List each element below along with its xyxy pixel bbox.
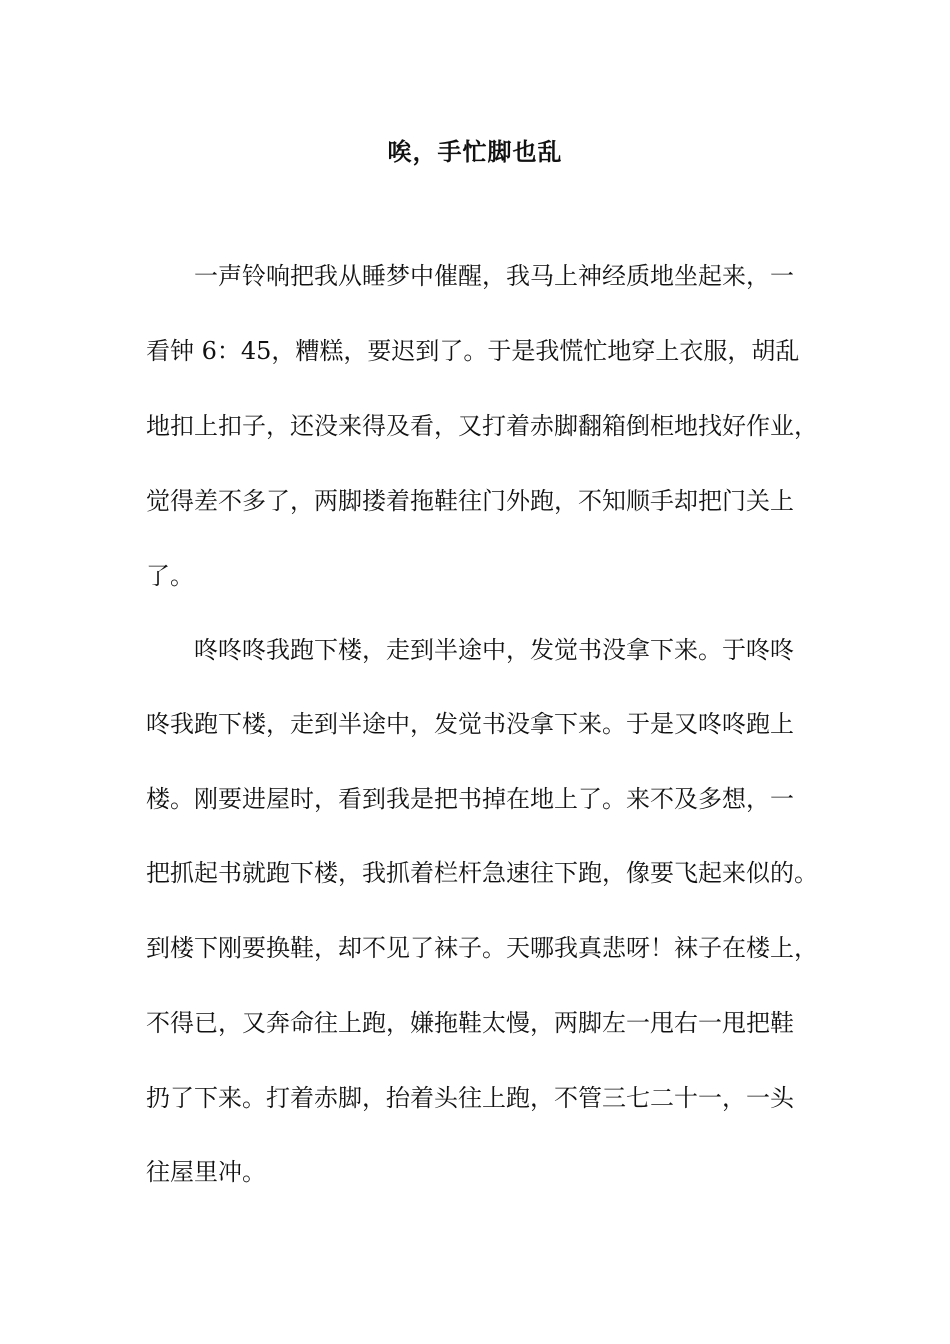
text-line: 看钟 6：45，糟糕，要迟到了。于是我慌忙地穿上衣服，胡乱 [146, 337, 800, 365]
text-line: 一声铃响把我从睡梦中催醒，我马上神经质地坐起来，一 [146, 262, 794, 290]
text-line: 了。 [146, 562, 194, 590]
text-line: 扔了下来。打着赤脚，抬着头往上跑，不管三七二十一，一头 [146, 1084, 794, 1112]
text-line: 不得已，又奔命往上跑，嫌拖鞋太慢，两脚左一甩右一甩把鞋 [146, 1009, 794, 1037]
text-line: 把抓起书就跑下楼，我抓着栏杆急速往下跑，像要飞起来似的。 [146, 859, 818, 887]
text-line: 到楼下刚要换鞋，却不见了袜子。天哪我真悲呀！袜子在楼上， [146, 934, 818, 962]
text-line: 觉得差不多了，两脚搂着拖鞋往门外跑，不知顺手却把门关上 [146, 487, 794, 515]
document-title: 唉，手忙脚也乱 [387, 138, 563, 166]
text-line: 咚我跑下楼，走到半途中，发觉书没拿下来。于是又咚咚跑上 [146, 710, 794, 738]
text-line: 楼。刚要进屋时，看到我是把书掉在地上了。来不及多想，一 [146, 785, 794, 813]
text-line: 地扣上扣子，还没来得及看，又打着赤脚翻箱倒柜地找好作业， [146, 412, 818, 440]
text-line: 咚咚咚我跑下楼，走到半途中，发觉书没拿下来。于咚咚 [146, 636, 794, 664]
text-line: 往屋里冲。 [146, 1158, 266, 1186]
